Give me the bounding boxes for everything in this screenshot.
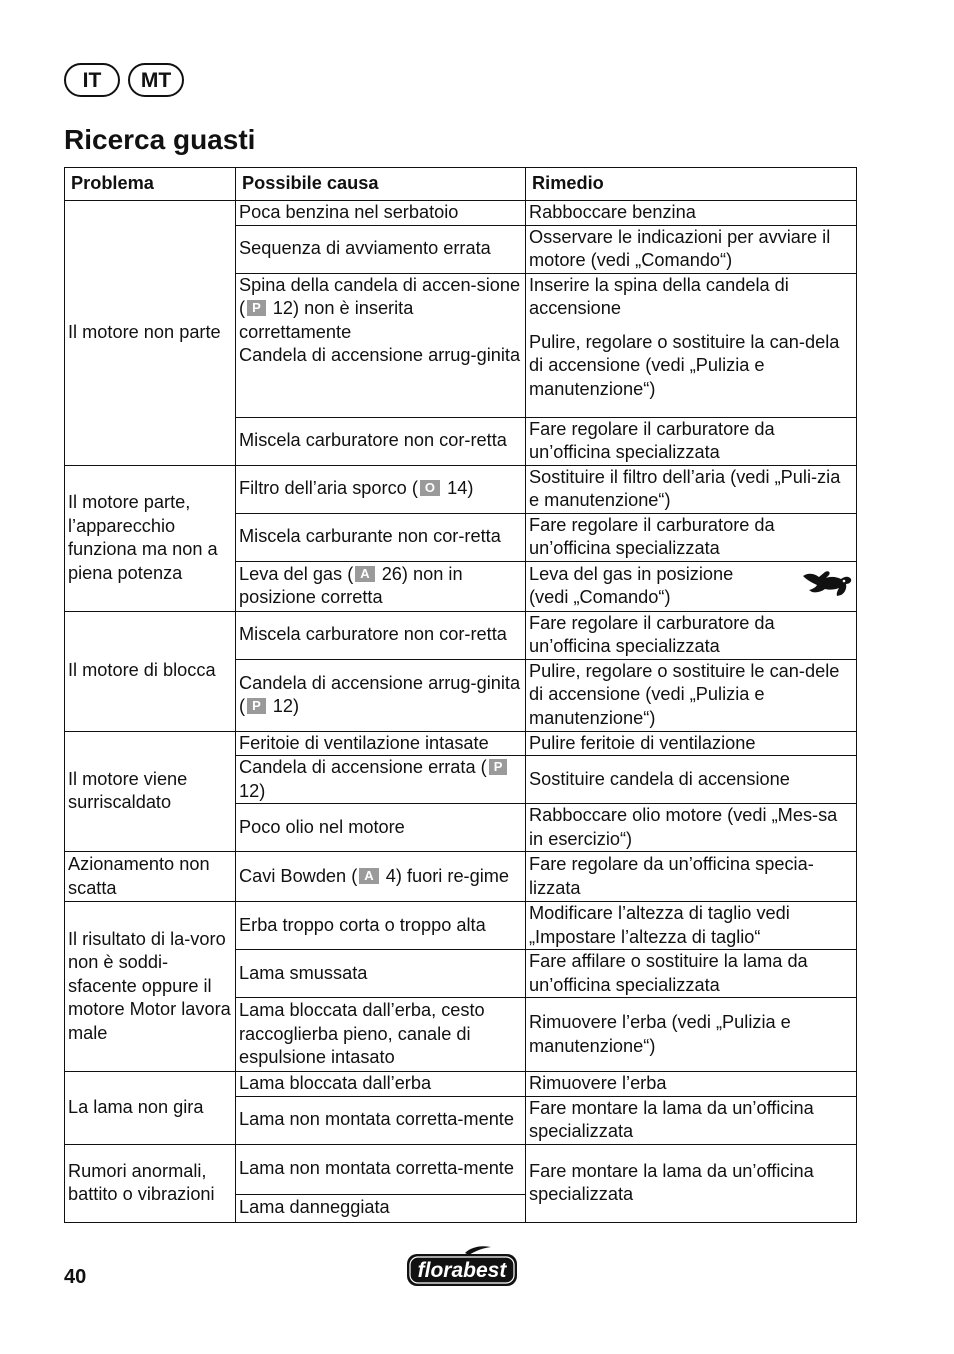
cause-cell: Lama non montata corretta-mente bbox=[236, 1144, 526, 1194]
cause-cell: Lama danneggiata bbox=[236, 1194, 526, 1222]
reference-badge: P bbox=[489, 759, 508, 775]
remedy-cell: Fare regolare il carburatore da un’officina specializzata bbox=[526, 611, 857, 659]
remedy-cell: Sostituire candela di accensione bbox=[526, 756, 857, 804]
remedy-cell: Rabboccare olio motore (vedi „Mes-sa in esercizio“) bbox=[526, 804, 857, 852]
header-problem: Problema bbox=[65, 168, 236, 201]
cause-text-b: 12) bbox=[239, 780, 266, 801]
table-header-row bbox=[65, 168, 857, 201]
cause-text-b: 14) bbox=[442, 478, 474, 499]
cause-cell: Lama bloccata dall’erba, cesto raccoglierba pieno, canale di espulsione intasato bbox=[236, 998, 526, 1072]
cause-text bbox=[239, 274, 522, 345]
table-row bbox=[65, 611, 857, 659]
florabest-logo bbox=[405, 1244, 521, 1295]
remedy-cell: Fare regolare da un’officina specia-lizzata bbox=[526, 852, 857, 902]
remedy-cell bbox=[526, 273, 857, 417]
remedy-cell bbox=[526, 561, 857, 611]
cause-cell: Lama smussata bbox=[236, 950, 526, 998]
reference-badge: O bbox=[420, 480, 440, 496]
logo-leaf-icon bbox=[465, 1246, 491, 1255]
cause-cell: Sequenza di avviamento errata bbox=[236, 225, 526, 273]
cause-cell: Poco olio nel motore bbox=[236, 804, 526, 852]
remedy-cell: Rabboccare benzina bbox=[526, 201, 857, 226]
remedy-cell: Modificare l’altezza di taglio vedi „Impostare l’altezza di taglio“ bbox=[526, 902, 857, 950]
problem-cell: La lama non gira bbox=[65, 1072, 236, 1145]
cause-cell: Feritoie di ventilazione intasate bbox=[236, 731, 526, 756]
cause-cell bbox=[236, 756, 526, 804]
language-badge-mt: MT bbox=[128, 63, 184, 97]
remedy-cell: Osservare le indicazioni per avviare il motore (vedi „Comando“) bbox=[526, 225, 857, 273]
cause-text-a: Candela di accensione arrug-ginita ( bbox=[239, 672, 521, 716]
cause-text-b: 12) non è inserita correttamente bbox=[239, 298, 414, 342]
problem-cell: Il motore di blocca bbox=[65, 611, 236, 731]
cause-cell: Miscela carburante non cor-retta bbox=[236, 513, 526, 561]
language-badges bbox=[64, 63, 184, 97]
cause-text-a: Filtro dell’aria sporco ( bbox=[239, 478, 418, 499]
problem-cell: Il motore non parte bbox=[65, 201, 236, 466]
cause-text-a: Candela di accensione errata ( bbox=[239, 757, 487, 777]
problem-cell: Il risultato di la-voro non è soddi-sfacente oppure il motore Motor lavora male bbox=[65, 902, 236, 1072]
cause-cell: Miscela carburatore non cor-retta bbox=[236, 417, 526, 465]
remedy-cell: Rimuovere l’erba (vedi „Pulizia e manutenzione“) bbox=[526, 998, 857, 1072]
cause-text-b: 26) non in posizione corretta bbox=[239, 563, 463, 607]
problem-cell: Rumori anormali, battito o vibrazioni bbox=[65, 1144, 236, 1222]
cause-text-secondary: Candela di accensione arrug-ginita bbox=[239, 345, 521, 365]
page-title: Ricerca guasti bbox=[64, 124, 256, 155]
cause-cell: Miscela carburatore non cor-retta bbox=[236, 611, 526, 659]
cause-cell bbox=[236, 852, 526, 902]
cause-cell: Erba troppo corta o troppo alta bbox=[236, 902, 526, 950]
remedy-text: Leva del gas in posizione (vedi „Comando“) bbox=[529, 563, 734, 607]
problem-cell: Il motore viene surriscaldato bbox=[65, 731, 236, 852]
header-remedy: Rimedio bbox=[526, 168, 857, 201]
cause-cell bbox=[236, 561, 526, 611]
cause-text-b: 4) fuori re-gime bbox=[380, 865, 510, 886]
table-row bbox=[65, 731, 857, 756]
reference-badge: A bbox=[355, 566, 374, 582]
throttle-hare-icon bbox=[801, 568, 853, 605]
remedy-text-b: Pulire, regolare o sostituire la can-dela di accensione (vedi „Pulizia e manutenzione“) bbox=[529, 331, 840, 399]
table-row bbox=[65, 1072, 857, 1097]
remedy-cell: Fare affilare o sostituire la lama da un’officina specializzata bbox=[526, 950, 857, 998]
table-row bbox=[65, 1144, 857, 1194]
remedy-cell: Sostituire il filtro dell’aria (vedi „Puli-zia e manutenzione“) bbox=[526, 465, 857, 513]
cause-text-a: Leva del gas ( bbox=[239, 563, 354, 584]
cause-text-a: Cavi Bowden ( bbox=[239, 865, 358, 886]
cause-cell bbox=[236, 273, 526, 417]
cause-cell: Poca benzina nel serbatoio bbox=[236, 201, 526, 226]
table-row bbox=[65, 852, 857, 902]
table-row bbox=[65, 902, 857, 950]
table-row bbox=[65, 465, 857, 513]
problem-cell: Il motore parte, l’apparecchio funziona ma non a piena potenza bbox=[65, 465, 236, 611]
troubleshooting-table bbox=[64, 167, 857, 1223]
cause-cell bbox=[236, 465, 526, 513]
remedy-cell: Pulire feritoie di ventilazione bbox=[526, 731, 857, 756]
problem-cell: Azionamento non scatta bbox=[65, 852, 236, 902]
cause-text-a: Spina della candela di accen-sione ( bbox=[239, 274, 521, 318]
reference-badge: P bbox=[247, 300, 266, 316]
cause-cell bbox=[236, 659, 526, 731]
page-number: 40 bbox=[64, 1266, 87, 1288]
spacer bbox=[529, 321, 853, 331]
remedy-text-a: Inserire la spina della candela di accensione bbox=[529, 274, 789, 318]
reference-badge: P bbox=[247, 698, 266, 714]
remedy-cell: Fare montare la lama da un’officina specializzata bbox=[526, 1096, 857, 1144]
reference-badge: A bbox=[359, 868, 378, 884]
remedy-cell: Fare regolare il carburatore da un’officina specializzata bbox=[526, 417, 857, 465]
header-cause: Possibile causa bbox=[236, 168, 526, 201]
language-badge-it: IT bbox=[64, 63, 120, 97]
remedy-cell: Fare montare la lama da un’officina specializzata bbox=[526, 1144, 857, 1222]
cause-cell: Lama non montata corretta-mente bbox=[236, 1096, 526, 1144]
remedy-cell: Rimuovere l’erba bbox=[526, 1072, 857, 1097]
cause-text-b: 12) bbox=[267, 696, 300, 716]
remedy-cell: Fare regolare il carburatore da un’officina specializzata bbox=[526, 513, 857, 561]
cause-cell: Lama bloccata dall’erba bbox=[236, 1072, 526, 1097]
table-row bbox=[65, 201, 857, 226]
remedy-cell: Pulire, regolare o sostituire le can-dele di accensione (vedi „Pulizia e manutenzione“) bbox=[526, 659, 857, 731]
brand-wordmark: florabest bbox=[417, 1259, 507, 1282]
